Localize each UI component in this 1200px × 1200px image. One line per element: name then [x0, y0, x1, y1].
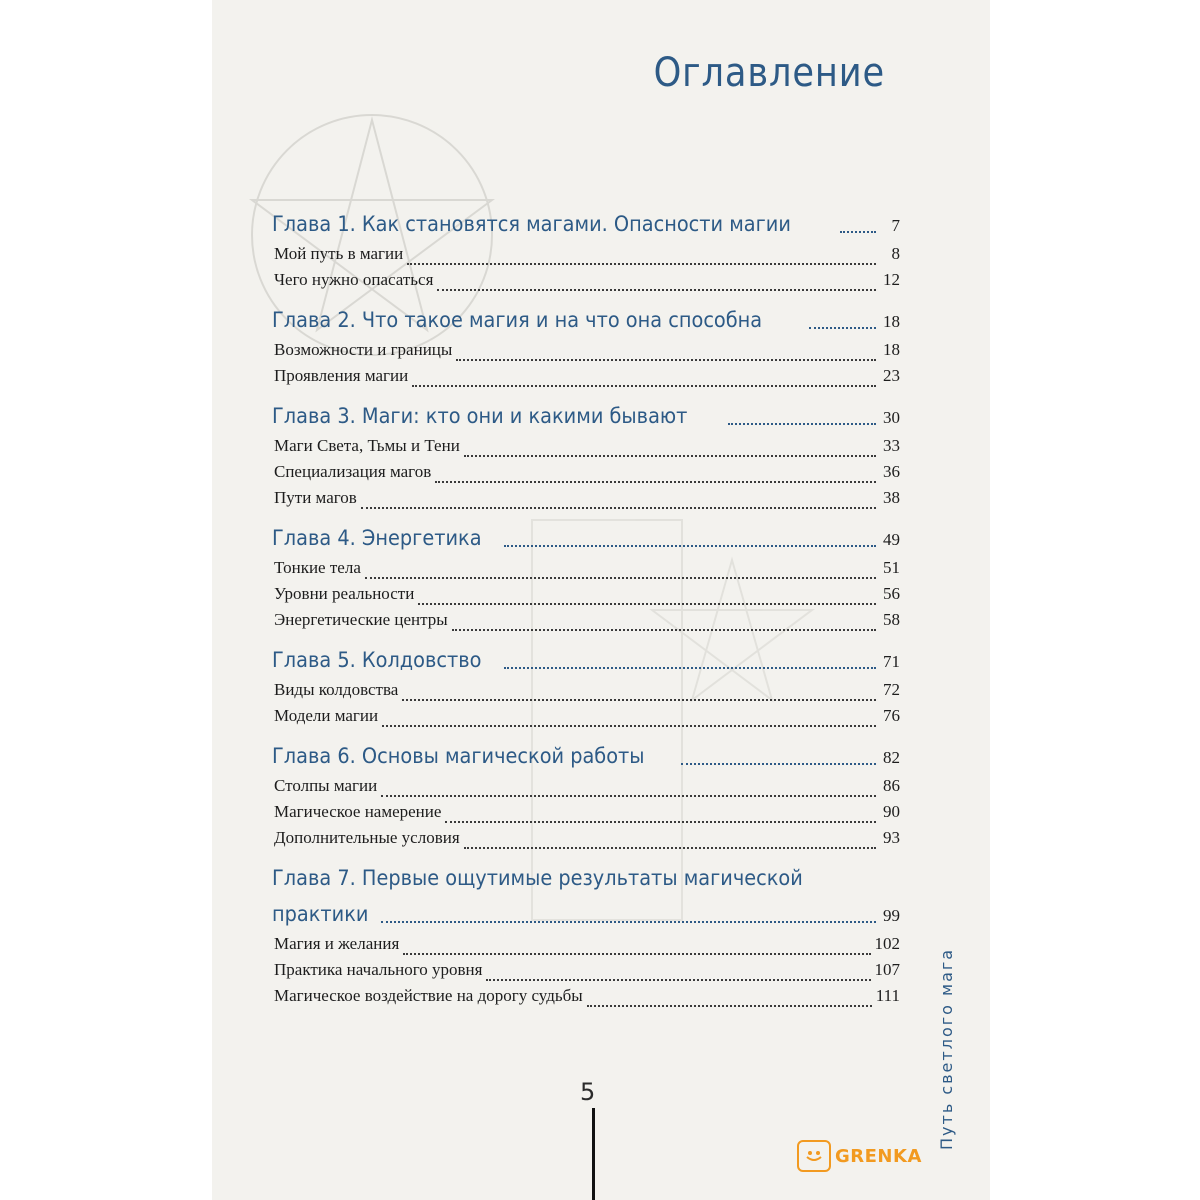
dot-leader — [486, 979, 870, 981]
section-entry-page: 90 — [883, 802, 900, 821]
chapter-entry-page: 7 — [891, 216, 900, 235]
section-entry — [272, 584, 900, 610]
section-entry-title: Практика начального уровня — [274, 960, 483, 979]
chapter-entry-title: Глава 7. Первые ощутимые результаты магической — [272, 866, 803, 890]
section-entry-title: Столпы магии — [274, 776, 378, 795]
section-entry-page: 8 — [891, 244, 900, 263]
section-entry-title: Специализация магов — [274, 462, 432, 481]
dot-leader — [365, 577, 876, 579]
section-entry-page: 18 — [883, 340, 900, 359]
dot-leader — [437, 289, 876, 291]
chapter-entry-page: 49 — [883, 530, 900, 549]
section-entry-title: Чего нужно опасаться — [274, 270, 434, 289]
chapter-entry-title: Глава 5. Колдовство — [272, 648, 482, 672]
section-entry — [272, 610, 900, 636]
dot-leader — [382, 725, 876, 727]
section-entry-title: Энергетические центры — [274, 610, 448, 629]
section-entry-title: Магическое намерение — [274, 802, 442, 821]
dot-leader — [587, 1005, 872, 1007]
dot-leader — [381, 795, 876, 797]
section-entry — [272, 488, 900, 514]
section-entry-page: 12 — [883, 270, 900, 289]
section-entry — [272, 776, 900, 802]
section-entry-title: Дополнительные условия — [274, 828, 460, 847]
chapter-entry-title: Глава 6. Основы магической работы — [272, 744, 645, 768]
dot-leader — [681, 763, 876, 765]
dot-leader — [435, 481, 876, 483]
section-entry-page: 38 — [883, 488, 900, 507]
section-entry-page: 72 — [883, 680, 900, 699]
section-entry — [272, 340, 900, 366]
dot-leader — [412, 385, 876, 387]
section-entry-page: 111 — [875, 986, 900, 1005]
section-entry-page: 33 — [883, 436, 900, 455]
section-entry — [272, 244, 900, 270]
section-entry-page: 102 — [874, 934, 900, 953]
dot-leader — [504, 667, 876, 669]
dot-leader — [809, 327, 876, 329]
section-entry — [272, 270, 900, 296]
section-entry-title: Проявления магии — [274, 366, 409, 385]
dot-leader — [418, 603, 876, 605]
section-entry-title: Возможности и границы — [274, 340, 453, 359]
section-entry-title: Маги Света, Тьмы и Тени — [274, 436, 460, 455]
section-entry-page: 56 — [883, 584, 900, 603]
section-entry-title: Магия и желания — [274, 934, 400, 953]
chapter-entry — [272, 526, 900, 552]
section-entry-page: 51 — [883, 558, 900, 577]
chapter-entry-page: 30 — [883, 408, 900, 427]
chapter-entry — [272, 212, 900, 238]
table-of-contents — [272, 200, 900, 1012]
chapter-entry-page: 71 — [883, 652, 900, 671]
dot-leader — [361, 507, 876, 509]
section-entry-title: Мой путь в магии — [274, 244, 404, 263]
chapter-entry-title: практики — [272, 902, 369, 926]
dot-leader — [464, 455, 876, 457]
chapter-entry-title: Глава 3. Маги: кто они и какими бывают — [272, 404, 688, 428]
dot-leader — [407, 263, 876, 265]
chapter-entry-page: 99 — [883, 906, 900, 925]
dot-leader — [452, 629, 876, 631]
section-entry — [272, 934, 900, 960]
chapter-entry — [272, 404, 900, 430]
chapter-entry — [272, 308, 900, 334]
chapter-entry-title: Глава 4. Энергетика — [272, 526, 482, 550]
dot-leader — [456, 359, 876, 361]
dot-leader — [403, 953, 870, 955]
chapter-entry — [272, 648, 900, 674]
watermark-text: GRENKA — [835, 1145, 922, 1167]
section-entry-page: 76 — [883, 706, 900, 725]
section-entry-page: 86 — [883, 776, 900, 795]
section-entry — [272, 960, 900, 986]
chapter-entry — [272, 902, 900, 928]
section-entry — [272, 680, 900, 706]
section-entry — [272, 366, 900, 392]
section-entry-page: 58 — [883, 610, 900, 629]
section-entry-page: 23 — [883, 366, 900, 385]
dot-leader — [381, 921, 876, 923]
dot-leader — [445, 821, 876, 823]
section-entry-page: 93 — [883, 828, 900, 847]
section-entry — [272, 986, 900, 1012]
dot-leader — [464, 847, 876, 849]
dot-leader — [504, 545, 876, 547]
section-entry-page: 36 — [883, 462, 900, 481]
chapter-entry — [272, 744, 900, 770]
page-title: Оглавление — [653, 50, 885, 96]
dot-leader — [840, 231, 876, 233]
page-number-rule — [592, 1108, 595, 1200]
section-entry-title: Магическое воздействие на дорогу судьбы — [274, 986, 583, 1005]
section-entry-title: Тонкие тела — [274, 558, 361, 577]
chapter-entry-page: 82 — [883, 748, 900, 767]
book-page — [212, 0, 990, 1200]
dot-leader — [402, 699, 876, 701]
section-entry — [272, 436, 900, 462]
chapter-entry-title: Глава 2. Что такое магия и на что она способна — [272, 308, 763, 332]
chapter-entry-page: 18 — [883, 312, 900, 331]
section-entry-title: Уровни реальности — [274, 584, 415, 603]
chapter-entry-title: Глава 1. Как становятся магами. Опасности магии — [272, 212, 791, 236]
watermark-logo — [797, 1140, 922, 1172]
smile-icon — [797, 1140, 831, 1172]
page-number: 5 — [580, 1078, 596, 1106]
section-entry — [272, 802, 900, 828]
section-entry-title: Модели магии — [274, 706, 379, 725]
section-entry — [272, 462, 900, 488]
section-entry-title: Виды колдовства — [274, 680, 399, 699]
section-entry — [272, 558, 900, 584]
section-entry-title: Пути магов — [274, 488, 357, 507]
dot-leader — [728, 423, 876, 425]
running-title: Путь светлого мага — [937, 947, 956, 1150]
section-entry — [272, 828, 900, 854]
section-entry — [272, 706, 900, 732]
section-entry-page: 107 — [874, 960, 900, 979]
